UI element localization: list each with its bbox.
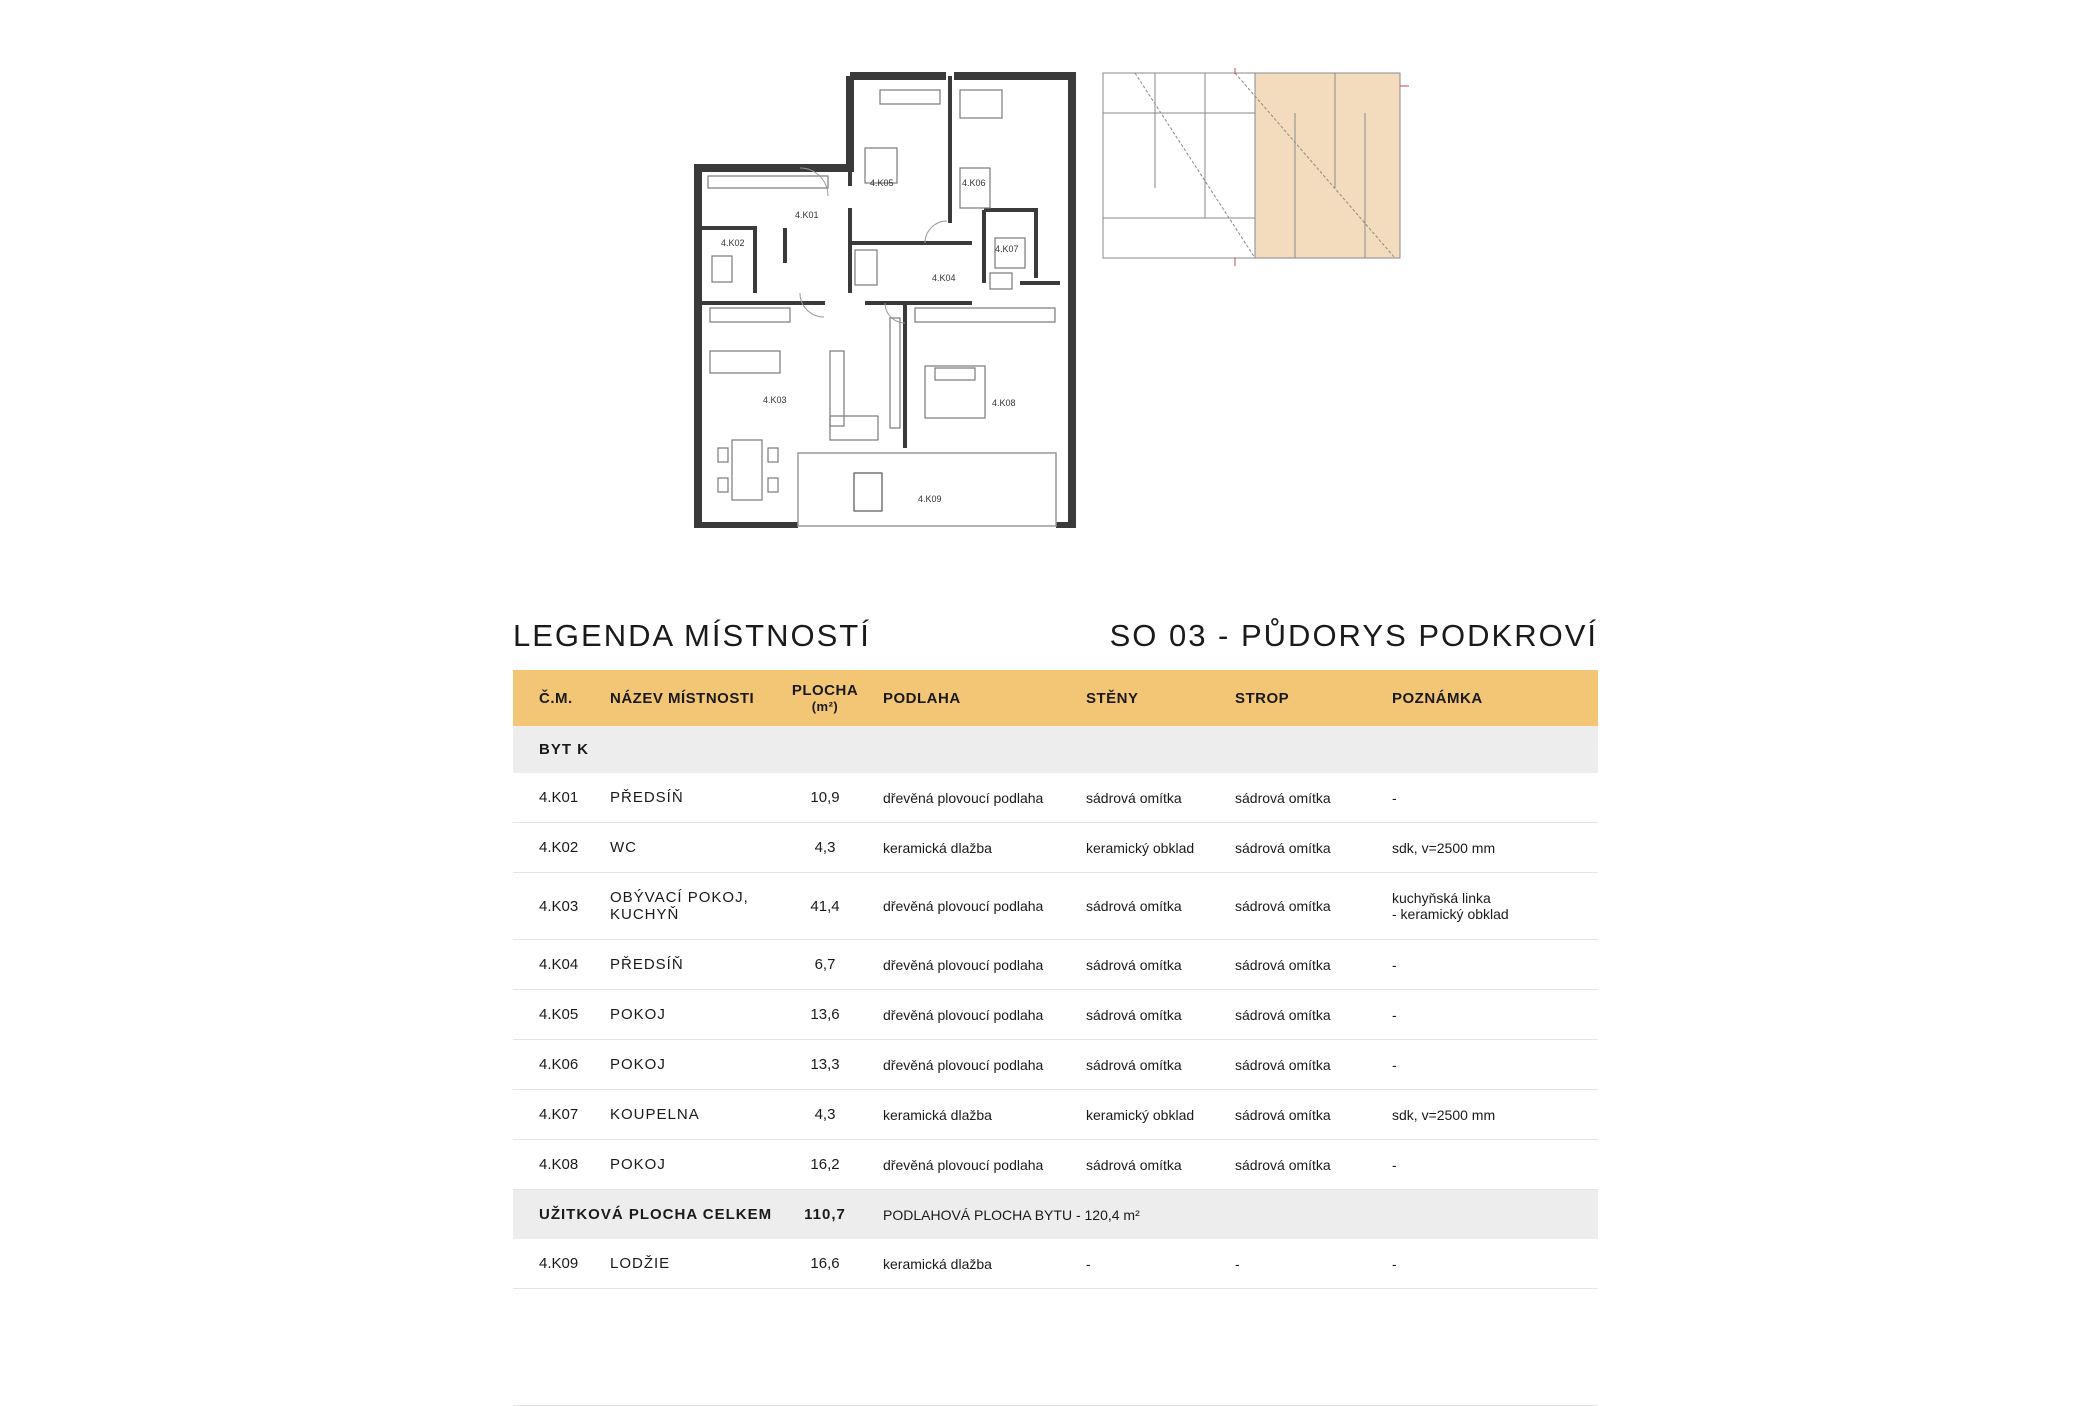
cell-strop: sádrová omítka [1235,990,1392,1040]
cell-cislo: 4.K02 [513,823,610,873]
plan-title: SO 03 - PŮDORYS PODKROVÍ [1109,618,1598,653]
cell-podlaha: dřevěná plovoucí podlaha [872,773,1086,823]
col-header-nazev: NÁZEV MÍSTNOSTI [610,670,778,726]
cell-steny: keramický obklad [1086,823,1235,873]
col-header-steny: STĚNY [1086,670,1235,726]
cell-plocha: 13,6 [778,990,872,1040]
cell-strop: sádrová omítka [1235,1040,1392,1090]
cell-steny: keramický obklad [1086,1090,1235,1140]
cell-plocha: 10,9 [778,773,872,823]
cell-strop: sádrová omítka [1235,823,1392,873]
cell-cislo: 4.K03 [513,873,610,940]
total-row [513,1190,1598,1240]
col-header-strop: STROP [1235,670,1392,726]
cell-steny: sádrová omítka [1086,1140,1235,1190]
cell-nazev: POKOJ [610,1140,778,1190]
cell-poznamka-line: - keramický obklad [1392,906,1509,922]
cell-podlaha: dřevěná plovoucí podlaha [872,940,1086,990]
cell-nazev [610,873,778,940]
cell-nazev: PŘEDSÍŇ [610,773,778,823]
cell-steny: sádrová omítka [1086,773,1235,823]
cell-nazev-line: KUCHYŇ [610,906,680,923]
floor-plan [690,68,1080,528]
cell-strop: sádrová omítka [1235,773,1392,823]
col-header-plocha [778,670,872,726]
cell-podlaha: dřevěná plovoucí podlaha [872,1040,1086,1090]
cell-nazev: KOUPELNA [610,1090,778,1140]
cell-strop: - [1235,1239,1392,1289]
total-label: UŽITKOVÁ PLOCHA CELKEM [513,1190,778,1240]
cell-cislo: 4.K01 [513,773,610,823]
cell-plocha: 13,3 [778,1040,872,1090]
room-label: 4.K05 [870,178,894,188]
cell-podlaha: dřevěná plovoucí podlaha [872,990,1086,1040]
cell-plocha: 41,4 [778,873,872,940]
cell-plocha: 16,6 [778,1239,872,1289]
cell-plocha: 4,3 [778,823,872,873]
cell-poznamka: sdk, v=2500 mm [1392,823,1598,873]
cell-poznamka: sdk, v=2500 mm [1392,1090,1598,1140]
cell-strop: sádrová omítka [1235,1140,1392,1190]
cell-cislo: 4.K09 [513,1239,610,1289]
cell-poznamka: - [1392,773,1598,823]
cell-poznamka [1392,873,1598,940]
room-label: 4.K07 [995,244,1019,254]
table-row [513,1090,1598,1140]
table-row [513,990,1598,1040]
table-row [513,1140,1598,1190]
cell-steny: sádrová omítka [1086,873,1235,940]
col-header-cislo: Č.M. [513,670,610,726]
room-label: 4.K06 [962,178,986,188]
table-header-row [513,670,1598,726]
table-row [513,1239,1598,1289]
cell-nazev: PŘEDSÍŇ [610,940,778,990]
cell-cislo: 4.K05 [513,990,610,1040]
cell-poznamka: - [1392,1040,1598,1090]
cell-plocha: 16,2 [778,1140,872,1190]
cell-cislo: 4.K04 [513,940,610,990]
cell-cislo: 4.K06 [513,1040,610,1090]
col-header-poznamka: POZNÁMKA [1392,670,1598,726]
cell-cislo: 4.K07 [513,1090,610,1140]
table-row [513,940,1598,990]
room-label: 4.K02 [721,238,745,248]
cell-cislo: 4.K08 [513,1140,610,1190]
cell-nazev: LODŽIE [610,1239,778,1289]
cell-podlaha: keramická dlažba [872,1090,1086,1140]
cell-nazev: POKOJ [610,1040,778,1090]
room-label: 4.K03 [763,395,787,405]
cell-poznamka: - [1392,1239,1598,1289]
cell-poznamka: - [1392,1140,1598,1190]
col-header-plocha-label: PLOCHA [791,682,859,699]
col-header-podlaha: PODLAHA [872,670,1086,726]
table-row [513,773,1598,823]
cell-steny: sádrová omítka [1086,990,1235,1040]
cell-nazev-line: OBÝVACÍ POKOJ, [610,889,749,906]
cell-poznamka: - [1392,940,1598,990]
cell-poznamka-line: kuchyňská linka [1392,890,1491,906]
group-row [513,726,1598,773]
cell-podlaha: dřevěná plovoucí podlaha [872,873,1086,940]
room-label: 4.K01 [795,210,819,220]
room-label: 4.K08 [992,398,1016,408]
total-plocha: 110,7 [778,1190,872,1240]
room-label: 4.K04 [932,273,956,283]
legend-title: LEGENDA MÍSTNOSTÍ [513,618,871,653]
cell-nazev: POKOJ [610,990,778,1040]
cell-strop: sádrová omítka [1235,1090,1392,1140]
cell-steny: sádrová omítka [1086,940,1235,990]
key-plan [1095,68,1415,268]
total-note: PODLAHOVÁ PLOCHA BYTU - 120,4 m² [872,1190,1598,1240]
col-header-plocha-unit: (m²) [811,699,839,714]
cell-podlaha: keramická dlažba [872,823,1086,873]
cell-podlaha: keramická dlažba [872,1239,1086,1289]
room-label: 4.K09 [918,494,942,504]
cell-steny: - [1086,1239,1235,1289]
cell-strop: sádrová omítka [1235,940,1392,990]
cell-nazev: WC [610,823,778,873]
group-label: BYT K [513,726,1598,773]
cell-plocha: 6,7 [778,940,872,990]
cell-podlaha: dřevěná plovoucí podlaha [872,1140,1086,1190]
cell-strop: sádrová omítka [1235,873,1392,940]
table-row [513,873,1598,940]
room-legend-table [513,670,1598,1289]
table-row [513,1040,1598,1090]
cell-steny: sádrová omítka [1086,1040,1235,1090]
cell-poznamka: - [1392,990,1598,1040]
table-row [513,823,1598,873]
cell-plocha: 4,3 [778,1090,872,1140]
